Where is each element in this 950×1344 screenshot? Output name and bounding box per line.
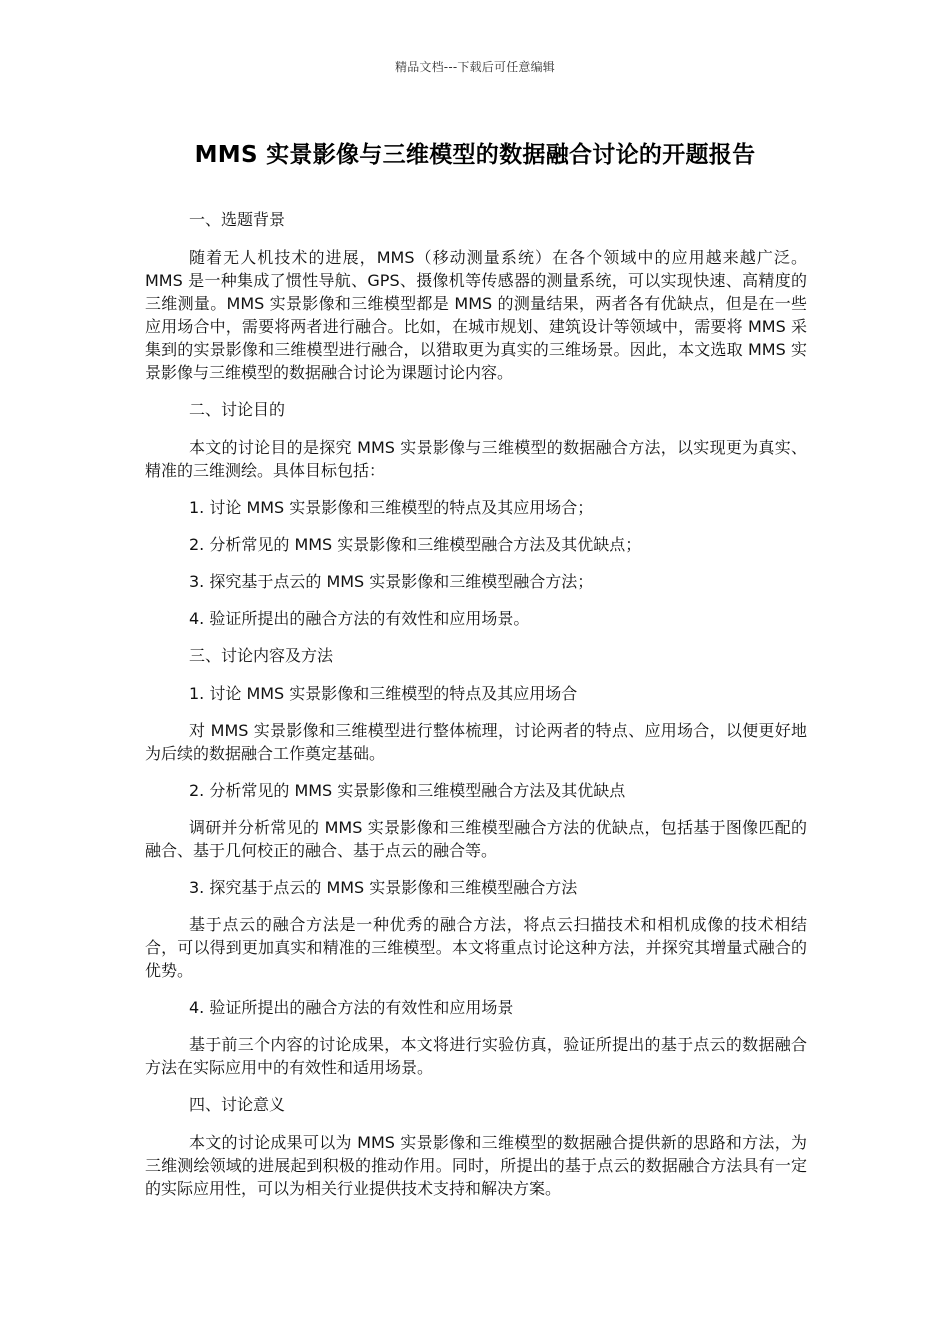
section-heading-significance: 四、讨论意义 — [189, 1095, 286, 1114]
content-paragraph-1: 对 MMS 实景影像和三维模型进行整体梳理，讨论两者的特点、应用场合，以便更好地为后续的数据融合工作奠定基础。 — [145, 721, 807, 763]
section-heading-content-methods: 三、讨论内容及方法 — [189, 646, 334, 665]
paragraph-background: 随着无人机技术的进展，MMS（移动测量系统）在各个领域中的应用越来越广泛。MMS 是一种集成了惯性导航、GPS、摄像机等传感器的测量系统，可以实现快速、高精度的三维测量。MMS 实景影像和三维模型都是 MMS 的测量结果，两者各有优缺点，但是在一些应用场合中，需要将两者进行融合。比如，在城市规划、建筑设计等领域中，需要将 MMS 采集到的实景影像和三维模型进行融合，以猎取更为真实的三维场景。因此，本文选取 MMS 实景影像与三维模型的数据融合讨论为课题讨论内容。 — [145, 248, 807, 382]
content-subheading-2: 2. 分析常见的 MMS 实景影像和三维模型融合方法及其优缺点 — [189, 781, 626, 800]
content-paragraph-3: 基于点云的融合方法是一种优秀的融合方法，将点云扫描技术和相机成像的技术相结合，可以得到更加真实和精准的三维模型。本文将重点讨论这种方法，并探究其增量式融合的优势。 — [145, 915, 807, 980]
document-title: MMS 实景影像与三维模型的数据融合讨论的开题报告 — [194, 142, 756, 168]
header-note: 精品文档---下载后可任意编辑 — [395, 60, 555, 74]
purpose-item-2: 2. 分析常见的 MMS 实景影像和三维模型融合方法及其优缺点； — [189, 535, 642, 554]
document-body — [145, 208, 807, 1214]
content-paragraph-2: 调研并分析常见的 MMS 实景影像和三维模型融合方法的优缺点，包括基于图像匹配的融合、基于几何校正的融合、基于点云的融合等。 — [145, 818, 807, 860]
section-heading-background: 一、选题背景 — [189, 210, 286, 229]
purpose-item-1: 1. 讨论 MMS 实景影像和三维模型的特点及其应用场合； — [189, 498, 594, 517]
paragraph-purpose: 本文的讨论目的是探究 MMS 实景影像与三维模型的数据融合方法，以实现更为真实、精准的三维测绘。具体目标包括： — [145, 438, 807, 480]
content-subheading-4: 4. 验证所提出的融合方法的有效性和应用场景 — [189, 998, 514, 1017]
purpose-item-4: 4. 验证所提出的融合方法的有效性和应用场景。 — [189, 609, 530, 628]
purpose-item-3: 3. 探究基于点云的 MMS 实景影像和三维模型融合方法； — [189, 572, 594, 591]
content-paragraph-4: 基于前三个内容的讨论成果，本文将进行实验仿真，验证所提出的基于点云的数据融合方法在实际应用中的有效性和适用场景。 — [145, 1035, 807, 1077]
content-subheading-3: 3. 探究基于点云的 MMS 实景影像和三维模型融合方法 — [189, 878, 578, 897]
paragraph-significance: 本文的讨论成果可以为 MMS 实景影像和三维模型的数据融合提供新的思路和方法，为三维测绘领域的进展起到积极的推动作用。同时，所提出的基于点云的数据融合方法具有一定的实际应用性，可以为相关行业提供技术支持和解决方案。 — [145, 1133, 807, 1198]
content-subheading-1: 1. 讨论 MMS 实景影像和三维模型的特点及其应用场合 — [189, 684, 578, 703]
section-heading-purpose: 二、讨论目的 — [189, 400, 286, 419]
